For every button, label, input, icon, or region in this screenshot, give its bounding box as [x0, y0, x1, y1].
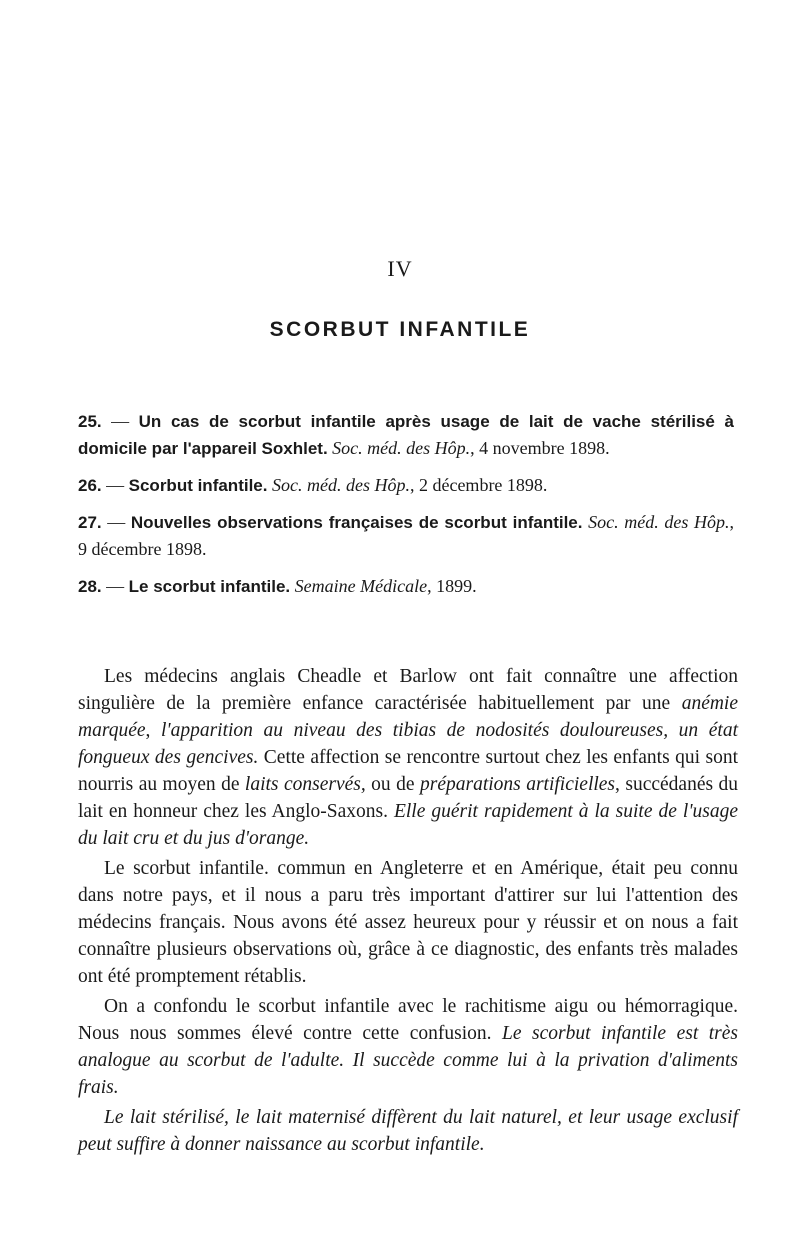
italic-run: préparations artificielles [420, 774, 616, 795]
reference-date: , 9 décembre 1898. [78, 512, 735, 559]
text-run: ou de [365, 774, 420, 795]
reference-dash: — [101, 475, 129, 495]
reference-number: 26. [78, 476, 102, 495]
reference-source: Soc. méd. des Hôp. [271, 475, 410, 495]
chapter-number: IV [387, 256, 413, 281]
body-text [78, 663, 738, 1161]
reference-source: Soc. méd. des Hôp. [588, 512, 730, 532]
text-run: On a confondu le scorbut infantile avec le rachitisme aigu ou hémorragique. Nous nous sommes élevé contre cette confusion. [78, 996, 738, 1044]
paragraph: Le scorbut infantile. commun en Angleterre et en Amérique, était peu connu dans notre pays, et il nous a paru très important d'attirer sur lui l'attention des médecins français. Nous avons été assez heureux pour y réussir et on nous a fait connaître plusieurs observations où, grâce à ce diagnostic, des enfants très malades ont été promptement rétablis. [78, 858, 738, 987]
reference-number: 28. [78, 577, 102, 596]
reference-title: Scorbut infantile. [128, 476, 268, 495]
italic-run: Le scorbut infantile est très analogue au scorbut de l'adulte. Il succède comme lui à la privation d'aliments frais. [78, 1023, 739, 1098]
reference-list [78, 408, 734, 610]
chapter-title: SCORBUT INFANTILE [269, 318, 531, 341]
reference-date: , 2 décembre 1898. [409, 475, 548, 495]
paragraph: Le lait stérilisé, le lait maternisé diffèrent du lait naturel, et leur usage exclusif peut suffire à donner naissance au scorbut infantile. [78, 1107, 738, 1155]
italic-run: l'apparition au niveau des tibias de nodosités douloureuses, un état fongueux des gencives. [78, 720, 739, 768]
text-run: , [145, 720, 161, 741]
italic-run: Elle guérit rapidement à la suite de l'usage du lait cru et du jus d'orange. [78, 801, 738, 849]
reference-date: , 1899. [427, 576, 477, 596]
italic-run: anémie marquée [78, 693, 738, 741]
reference-source: Semaine Médicale [294, 576, 428, 596]
italic-run: laits conservés, [244, 774, 366, 795]
reference-title: Un cas de scorbut infantile après usage de lait de vache stérilisé à domicile par l'appareil Soxhlet. [78, 412, 734, 458]
reference-item [78, 573, 734, 600]
reference-number: 25. [78, 412, 102, 431]
reference-date: , 4 novembre 1898. [470, 438, 610, 458]
reference-dash: — [101, 512, 131, 532]
reference-item [78, 408, 734, 462]
paragraph [78, 993, 738, 1101]
reference-item [78, 509, 734, 563]
reference-number: 27. [78, 513, 102, 532]
text-run: Cette affection se rencontre surtout chez les enfants qui sont nourris au moyen de [78, 747, 738, 795]
reference-item [78, 472, 734, 499]
reference-source: Soc. méd. des Hôp. [332, 438, 471, 458]
paragraph [78, 663, 738, 852]
reference-title: Le scorbut infantile. [128, 577, 291, 596]
reference-dash: — [101, 576, 129, 596]
reference-title: Nouvelles observations françaises de scorbut infantile. [130, 513, 583, 532]
text-run: , succédanés du lait en honneur chez les Anglo-Saxons. [78, 774, 739, 822]
text-run: Les médecins anglais Cheadle et Barlow ont fait connaître une affection singulière de la première enfance caractérisée habituellement par une [78, 666, 738, 714]
reference-dash: — [101, 411, 139, 431]
